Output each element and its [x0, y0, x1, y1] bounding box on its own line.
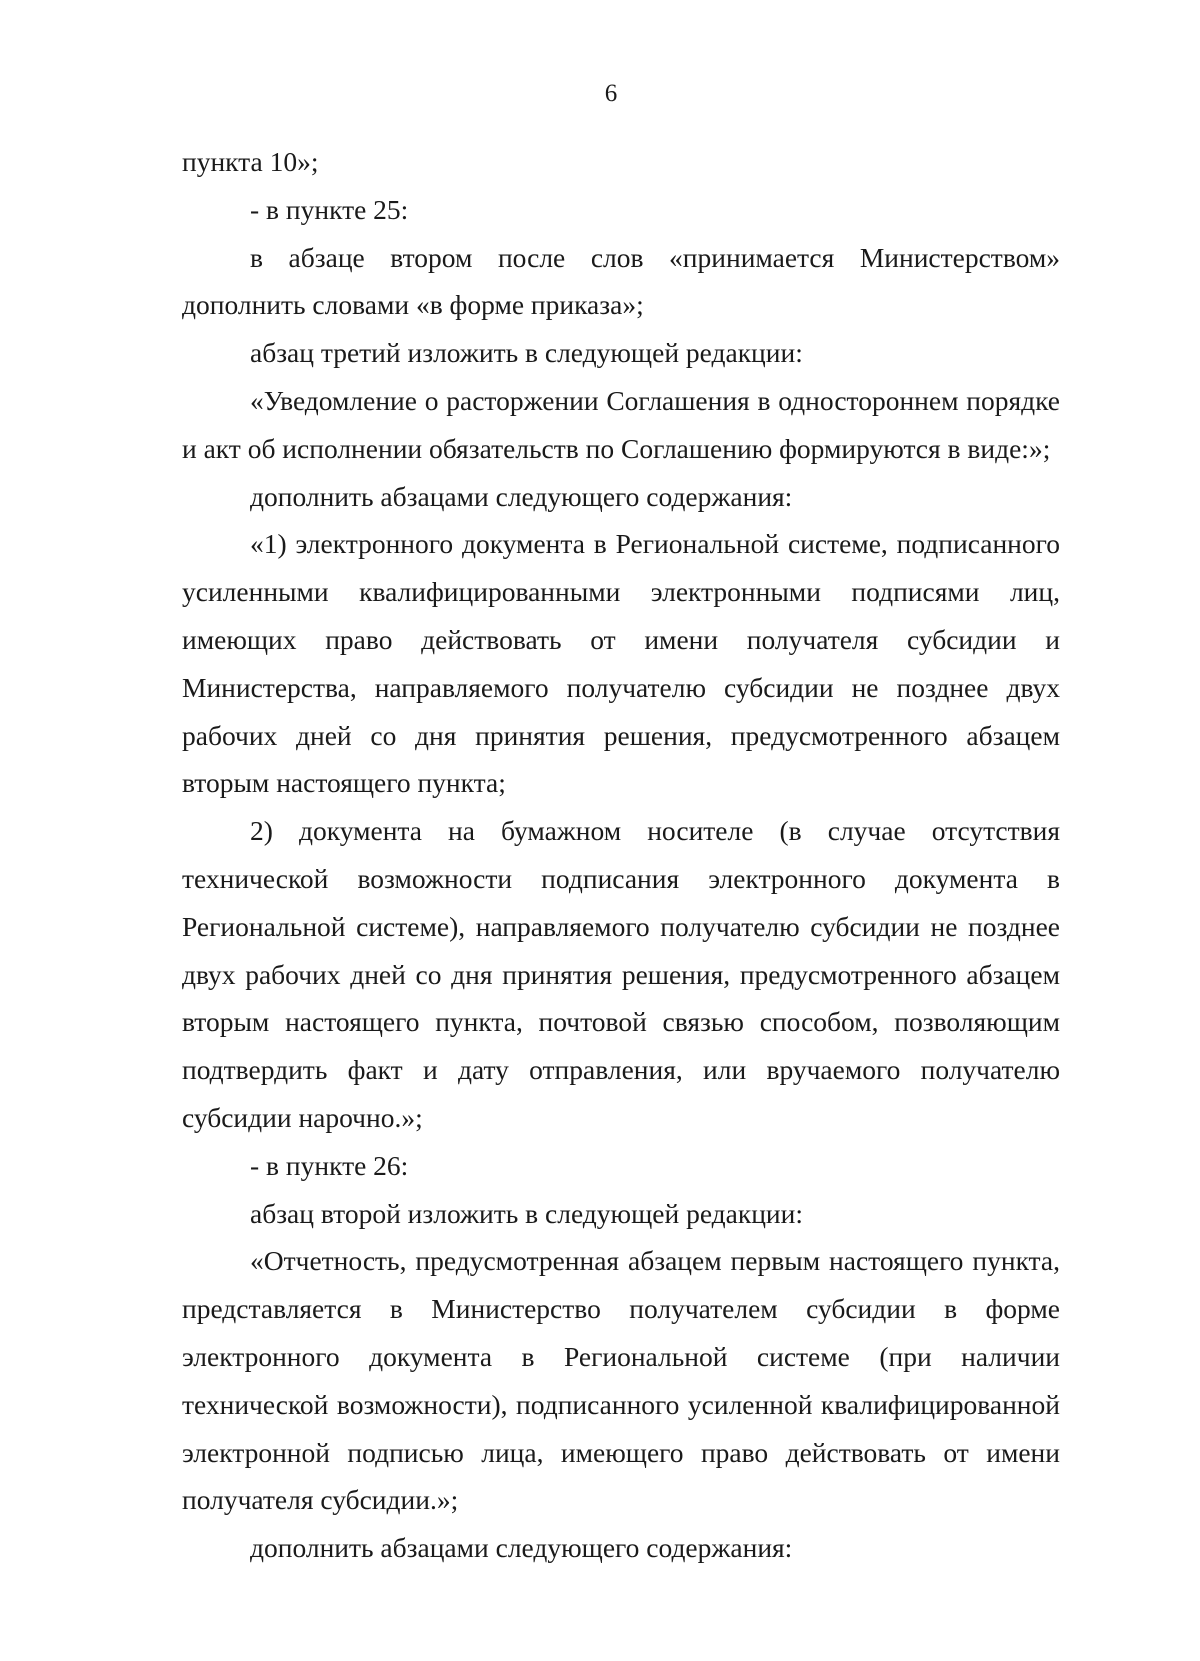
- paragraph-10: абзац второй изложить в следующей редакции:: [250, 1197, 804, 1229]
- paragraph-11: «Отчетность, предусмотренная абзацем первым настоящего пункта, представляется в Министерство получателем субсидии в форме электронного документа в Региональной системе (при наличии технической возможности), подписанного усиленной квалифицированной электронной подписью лица, имеющего право действовать от имени получателя субсидии.»;: [182, 1245, 1060, 1516]
- paragraph-7: «1) электронного документа в Региональной системе, подписанного усиленными квалифицированными электронными подписями лиц, имеющих право действовать от имени получателя субсидии и Министерства, направляемого получателю субсидии не позднее двух рабочих дней со дня принятия решения, предусмотренного абзацем вторым настоящего пункта;: [182, 528, 1060, 799]
- paragraph-3: в абзаце втором после слов «принимается Министерством» дополнить словами «в форме приказа»;: [182, 241, 1060, 321]
- paragraph-1: пункта 10»;: [182, 146, 319, 177]
- document-body: [182, 138, 1060, 1572]
- page-number: 6: [604, 80, 618, 107]
- paragraph-6: дополнить абзацами следующего содержания:: [250, 480, 793, 512]
- paragraph-12: дополнить абзацами следующего содержания:: [250, 1532, 793, 1564]
- paragraph-2: - в пункте 25:: [250, 193, 409, 225]
- paragraph-4: абзац третий изложить в следующей редакции:: [250, 337, 803, 369]
- paragraph-8: 2) документа на бумажном носителе (в случае отсутствия технической возможности подписания электронного документа в Региональной системе), направляемого получателю субсидии не позднее двух рабочих дней со дня принятия решения, предусмотренного абзацем вторым настоящего пункта, почтовой связью способом, позволяющим подтвердить факт и дату отправления, или вручаемого получателю субсидии нарочно.»;: [182, 815, 1060, 1133]
- paragraph-9: - в пункте 26:: [250, 1149, 409, 1181]
- paragraph-5: «Уведомление о расторжении Соглашения в одностороннем порядке и акт об исполнении обязательств по Соглашению формируются в виде:»;: [182, 384, 1060, 464]
